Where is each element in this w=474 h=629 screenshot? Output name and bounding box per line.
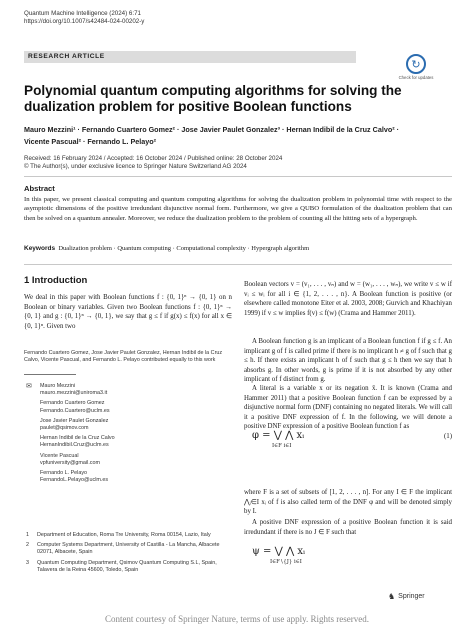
keywords-text: Dualization problem · Quantum computing · Computational complexity · Hypergraph algorithm xyxy=(58,245,310,252)
abstract-heading: Abstract xyxy=(24,184,55,193)
contact-email[interactable]: FernandoL.Pelayo@uclm.es xyxy=(40,477,109,484)
check-updates-icon: ↻ xyxy=(406,54,426,74)
check-for-updates-badge[interactable] xyxy=(398,54,434,80)
intro-paragraph-right-2: A Boolean function g is an implicant of a Boolean function f if g ≤ f. An implicant g of f is called prime if there is no implicant h ≠ g of f such that g ≤ h. If there exists an implicant h of f such that g ≤ h then we say that h absorbs g. In other words, g is prime if it is not absorbed by any other implicant of f distinct from g. xyxy=(244,338,452,383)
affiliation-number: 1 xyxy=(26,532,29,538)
courtesy-footer: Content courtesy of Springer Nature, terms of use apply. Rights reserved. xyxy=(0,610,474,629)
check-updates-label: Check for updates xyxy=(398,75,434,80)
equation-2-body: ψ = ⋁ ⋀ xᵢ xyxy=(252,546,305,557)
journal-header xyxy=(24,10,144,26)
affiliation-text: Computer Systems Department, University of Castilla - La Mancha, Albacete 02071, Albacete, Spain xyxy=(37,542,220,556)
contact-email[interactable]: mauro.mezzini@uniroma3.it xyxy=(40,390,108,397)
contact-name: Fernando L. Pelayo xyxy=(40,470,88,477)
article-type-banner xyxy=(24,51,356,63)
contact-name: Jose Javier Paulet Gonzalez xyxy=(40,417,109,424)
affiliation-number: 2 xyxy=(26,542,29,549)
contact-name: Mauro Mezzini xyxy=(40,383,76,389)
springer-wordmark: Springer xyxy=(398,593,425,600)
article-type-label: RESEARCH ARTICLE xyxy=(28,53,105,60)
contact-email[interactable]: Fernando.Cuartero@uclm.es xyxy=(40,407,110,414)
affiliation-text: Quantum Computing Department, Qsimov Quantum Computing S.L, Spain, Talavera de la Reina 45600, Toledo, Spain xyxy=(37,559,217,573)
divider xyxy=(24,176,452,177)
divider xyxy=(24,264,452,265)
springer-horse-icon: ♞ xyxy=(388,592,396,601)
intro-paragraph-right-4: where F is a set of subsets of [1, 2, . . . , n]. For any I ∈ F the implicant ⋀ᵢ∈I xᵢ of f is also called term of the DNF φ and will be denoted simply by I. xyxy=(244,489,452,515)
section-heading-introduction: 1 Introduction xyxy=(24,275,88,286)
contact-email[interactable]: vpfuniversity@gmail.com xyxy=(40,459,100,466)
author-list xyxy=(24,124,454,148)
equation-1-subscripts: I∈F i∈I xyxy=(272,443,292,449)
publication-dates xyxy=(24,155,282,171)
contact-entry xyxy=(40,383,230,397)
contact-email[interactable]: HernanIndibil.Cruz@uclm.es xyxy=(40,442,109,449)
paper-title: Polynomial quantum computing algorithms for solving the dualization problem for positive Boolean functions xyxy=(24,83,402,114)
equation-2 xyxy=(244,546,452,570)
affiliation-text: Department of Education, Roma Tre University, Roma 00154, Lazio, Italy xyxy=(37,532,211,538)
contact-name: Hernan Indibil de la Cruz Calvo xyxy=(40,435,115,442)
intro-paragraph-right-5: A positive DNF expression of a positive Boolean function it is said irredundant if there is no J ∈ F such that xyxy=(244,519,452,536)
footnote-rule xyxy=(24,374,76,375)
keywords-label: Keywords xyxy=(24,245,56,252)
author-line-2[interactable]: Vicente Pascual² · Fernando L. Pelayo² xyxy=(24,137,157,146)
copyright-line: © The Author(s), under exclusive licence to Springer Nature Switzerland AG 2024 xyxy=(24,163,247,170)
doi-link[interactable]: https://doi.org/10.1007/s42484-024-00202-y xyxy=(24,18,145,25)
contribution-note: Fernando Cuartero Gomez, Jose Javier Paulet Gonzalez, Hernan Indibil de la Cruz Calvo, Vicente Pascual, and Fernando L. Pelayo contributed equally to this work xyxy=(24,350,223,364)
author-line-1[interactable]: Mauro Mezzini¹ · Fernando Cuartero Gomez² · Jose Javier Paulet Gonzalez³ · Hernan Indibil de la Cruz Calvo² · xyxy=(24,125,400,134)
equation-1-number: (1) xyxy=(443,433,452,440)
affiliation-number: 3 xyxy=(26,559,29,566)
contact-entry xyxy=(40,400,230,414)
keywords xyxy=(24,244,452,253)
affiliation-item xyxy=(26,532,230,539)
contact-email[interactable]: paulet@qsimov.com xyxy=(40,425,89,432)
abstract-text: In this paper, we present classical computing and quantum computing algorithms for solving the dualization problem in polynomial time with respect to the asymptotic dimensions of the positive irredundant disjunctive normal form. Furthermore, we give a QUBO formulation of the dualization problem that can then be solved on a quantum annealer. Moreover, we reduce the dualization problem to the problem of counting all the hitting sets of a hypergraph. xyxy=(24,196,452,222)
contact-entry xyxy=(40,470,230,484)
corresponding-authors xyxy=(40,383,230,487)
contact-entry xyxy=(40,453,230,467)
springer-logo xyxy=(388,592,425,601)
intro-paragraph-left: We deal in this paper with Boolean functions f : {0, 1}ⁿ → {0, 1} on n Boolean or binary variables. Given two Boolean functions f : {0, 1}ⁿ → {0, 1} and g : {0, 1}ⁿ → {0, 1}, we say that g ≤ f if g(x) ≤ f(x) for all x ∈ {0, 1}ⁿ. Given two xyxy=(24,294,232,330)
equation-1-body: φ = ⋁ ⋀ xᵢ xyxy=(252,430,305,441)
equation-1 xyxy=(244,430,452,454)
journal-citation: Quantum Machine Intelligence (2024) 6:71 xyxy=(24,10,141,17)
contact-name: Vicente Pascual xyxy=(40,452,79,459)
contact-entry xyxy=(40,435,230,449)
received-dates: Received: 16 February 2024 / Accepted: 16 October 2024 / Published online: 28 October 2024 xyxy=(24,155,283,162)
affiliation-item xyxy=(26,542,230,556)
contact-entry xyxy=(40,418,230,432)
affiliations xyxy=(26,532,230,574)
envelope-icon: ✉ xyxy=(26,382,32,390)
affiliation-item xyxy=(26,560,230,574)
intro-paragraph-right-3: A literal is a variable x or its negation x̄. It is known (Crama and Hammer 2011) that a positive Boolean function f can be expressed by a disjunctive normal form (DNF) containing no negated literals. We will call it a positive DNF expression of f. In the following, we will denote a positive DNF expression of a positive Boolean function f as xyxy=(244,385,452,430)
contact-name: Fernando Cuartero Gomez xyxy=(40,400,105,407)
intro-paragraph-right-1: Boolean vectors v = (v₁, . . . , vₙ) and w = (w₁, . . . , wₙ), we write v ≤ w if vᵢ ≤ wᵢ for all i ∈ {1, 2, . . . , n}. A Boolean function is positive (or elsewhere called monotone Eiter et al. 2003, 2008; Gurvich and Khachiyan 1999) if v ≤ w implies f(v) ≤ f(w) (Crama and Hammer 2011). xyxy=(244,281,452,317)
equation-2-subscripts: I∈F∖{J} i∈I xyxy=(270,559,302,565)
